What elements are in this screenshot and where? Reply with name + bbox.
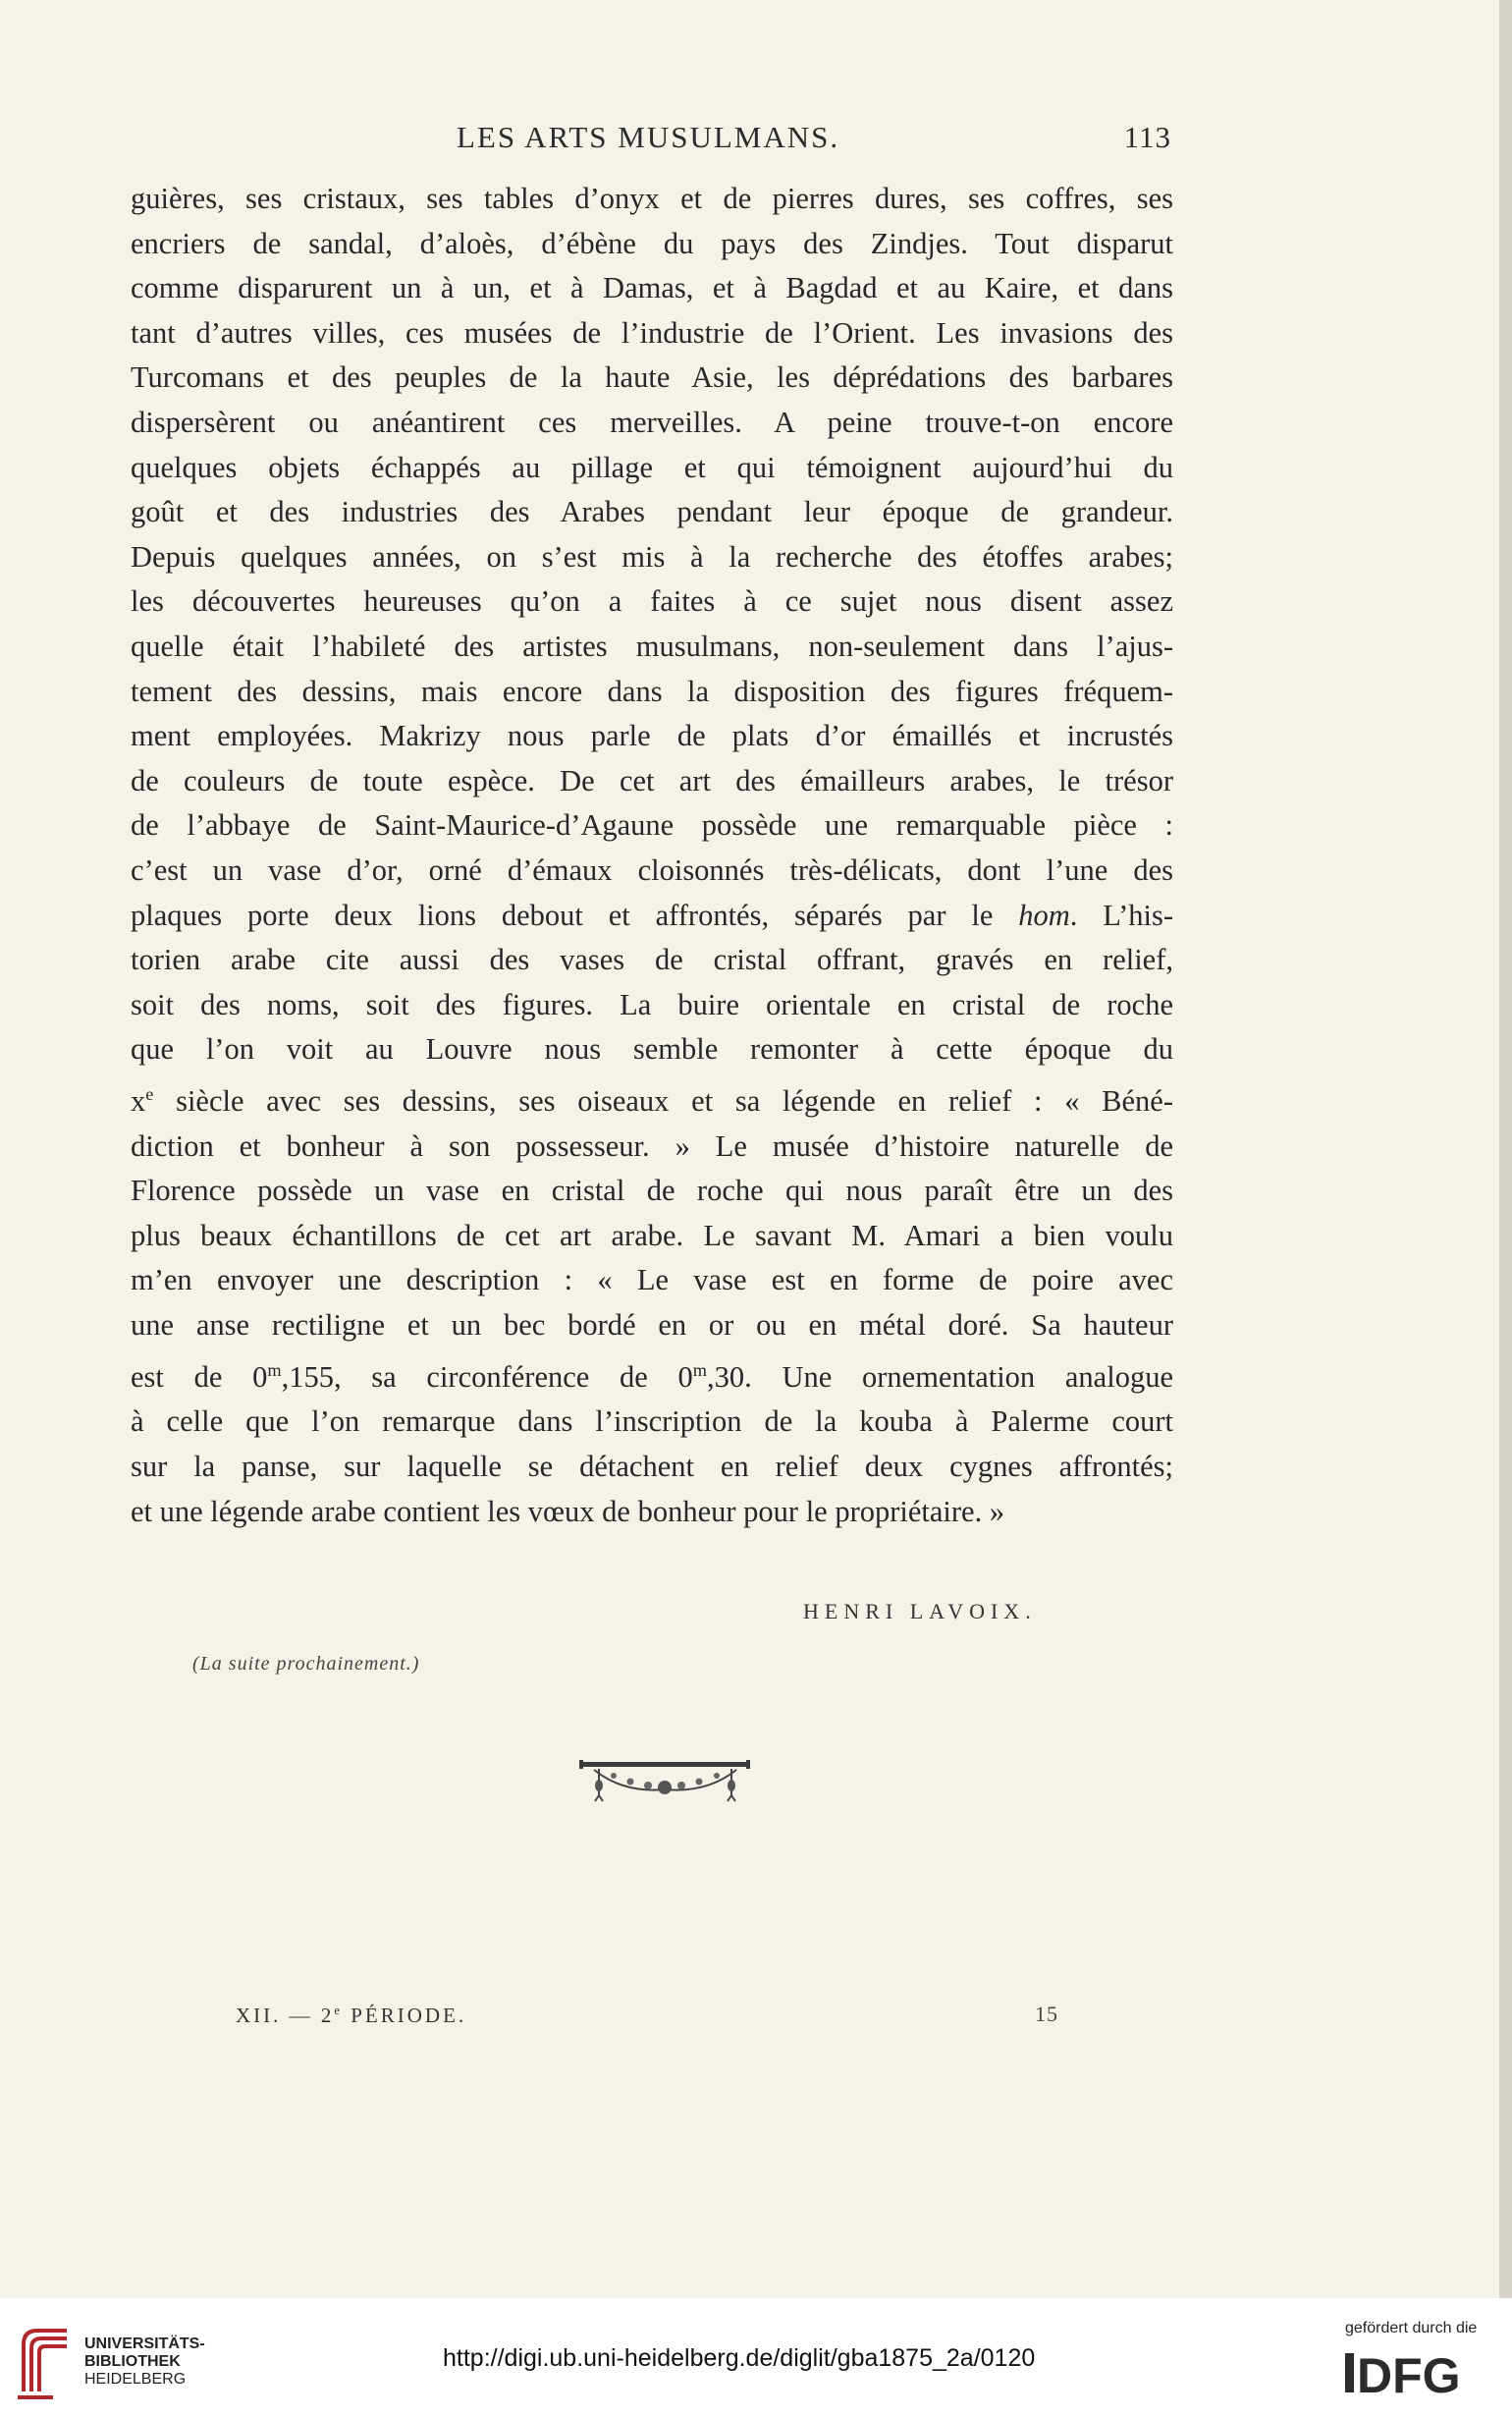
text-line: quelle était l’habileté des artistes musulmans, non-seulement dans l’ajus-: [131, 629, 1173, 663]
page-edge: [1499, 0, 1512, 2298]
text-line: quelques objets échappés au pillage et qui témoignent aujourd’hui du: [131, 450, 1173, 484]
text-line: $x^e$ siècle avec ses dessins, ses oiseaux et sa légende en relief : « Béné-: [131, 1083, 1173, 1119]
text-line: encriers de sandal, d’aloès, d’ébène du pays des Zindjes. Tout disparut: [131, 226, 1173, 260]
running-head-title: LES ARTS MUSULMANS.: [457, 120, 840, 154]
body-text: [131, 177, 1173, 1534]
library-name-line3: HEIDELBERG: [84, 2371, 187, 2388]
dfg-logo-text: DFG: [1357, 2348, 1461, 2400]
volume-line: [236, 2004, 466, 2028]
library-name-line1: UNIVERSITÄTS-: [84, 2336, 205, 2352]
dfg-logo-icon: [1345, 2345, 1492, 2400]
library-name: [84, 2336, 205, 2389]
text-line: Florence possède un vase en cristal de roche qui nous paraît être un des: [131, 1174, 1173, 1208]
library-name-line2: BIBLIOTHEK: [84, 2353, 181, 2370]
text-line: soit des noms, soit des figures. La buire orientale en cristal de roche: [131, 987, 1173, 1021]
text-line: comme disparurent un à un, et à Damas, et à Bagdad et au Kaire, et dans: [131, 271, 1173, 305]
author-signature: HENRI LAVOIX.: [803, 1599, 1037, 1623]
text-line: guières, ses cristaux, ses tables d’onyx et de pierres dures, ses coffres, ses: [131, 182, 1173, 215]
text-line: plus beaux échantillons de cet art arabe. Le savant M. Amari a bien voulu: [131, 1218, 1173, 1252]
text-line: à celle que l’on remarque dans l’inscription de la kouba à Palerme court: [131, 1404, 1173, 1439]
text-line: les découvertes heureuses qu’on a faites à ce sujet nous disent assez: [131, 584, 1173, 619]
ornament-vignette: [579, 1756, 751, 1810]
text-line: de couleurs de toute espèce. De cet art des émailleurs arabes, le trésor: [131, 763, 1173, 797]
signature-mark: 15: [1035, 2002, 1058, 2026]
volume-text: XII. — 2e PÉRIODE.: [236, 2004, 467, 2027]
text-line: tement des dessins, mais encore dans la disposition des figures fréquem-: [131, 674, 1173, 708]
text-line: goût et des industries des Arabes pendant leur époque de grandeur.: [131, 495, 1173, 529]
ub-heidelberg-logo-icon: [14, 2323, 77, 2401]
text-line: torien arabe cite aussi des vases de cristal offrant, gravés en relief,: [131, 943, 1173, 977]
text-line: que l’on voit au Louvre nous semble remonter à cette époque du: [131, 1032, 1173, 1067]
text-line: plaques porte deux lions debout et affrontés, séparés par le hom. L’his-: [131, 898, 1173, 932]
permalink-url[interactable]: http://digi.ub.uni-heidelberg.de/diglit/gba1875_2a/0120: [443, 2344, 1036, 2372]
funding-caption: gefördert durch die: [1345, 2320, 1478, 2336]
text-line: ment employées. Makrizy nous parle de plats d’or émaillés et incrustés: [131, 719, 1173, 753]
text-line: est de 0$^m$,155, sa circonférence de 0$^m$,30. Une ornementation analogue: [131, 1359, 1173, 1394]
text-line: et une légende arabe contient les vœux de bonheur pour le propriétaire. »: [131, 1494, 1005, 1528]
text-line: diction et bonheur à son possesseur. » Le musée d’histoire naturelle de: [131, 1128, 1173, 1163]
text-line: sur la panse, sur laquelle se détachent en relief deux cygnes affrontés;: [131, 1449, 1173, 1483]
text-line: Depuis quelques années, on s’est mis à la recherche des étoffes arabes;: [131, 539, 1173, 574]
text-line: m’en envoyer une description : « Le vase est en forme de poire avec: [131, 1263, 1173, 1297]
text-line: une anse rectiligne et un bec bordé en or ou en métal doré. Sa hauteur: [131, 1308, 1173, 1342]
text-line: c’est un vase d’or, orné d’émaux cloisonnés très-délicats, dont l’une des: [131, 852, 1173, 887]
continuation-note: (La suite prochainement.): [192, 1653, 420, 1675]
text-line: Turcomans et des peuples de la haute Asie, les déprédations des barbares: [131, 360, 1173, 395]
running-head: [133, 120, 1171, 159]
text-line: de l’abbaye de Saint-Maurice-d’Agaune possède une remarquable pièce :: [131, 808, 1173, 843]
text-line: dispersèrent ou anéantirent ces merveilles. A peine trouve-t-on encore: [131, 405, 1173, 439]
page-number: 113: [1123, 120, 1171, 154]
text-line: tant d’autres villes, ces musées de l’industrie de l’Orient. Les invasions des: [131, 315, 1173, 350]
